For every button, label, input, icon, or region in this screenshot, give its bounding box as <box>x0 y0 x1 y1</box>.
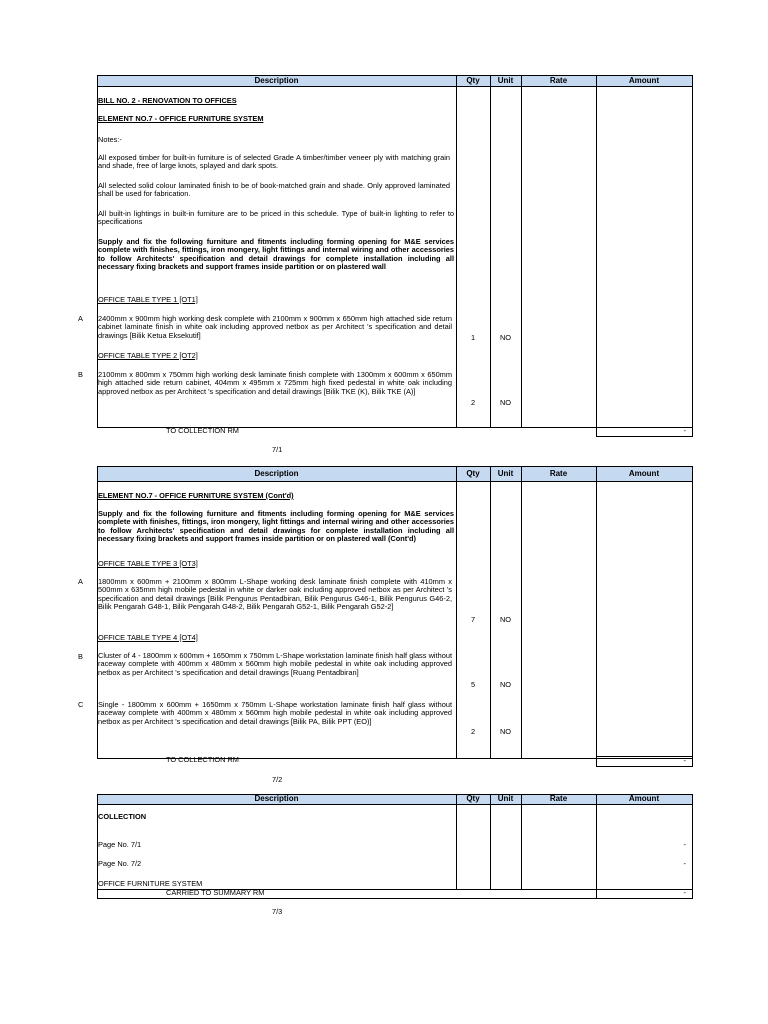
carried-to-summary-label: CARRIED TO SUMMARY RM <box>166 888 265 897</box>
item-letter: B <box>78 652 83 661</box>
header-qty: Qty <box>466 469 480 478</box>
collection-row-amount: - <box>683 859 686 868</box>
divider <box>456 794 457 889</box>
page-number: 7/2 <box>272 775 283 784</box>
note-text: All selected solid colour laminated finish to be of book-matched grain and shade. Only approved laminated shall be used for fabrication. <box>98 181 450 199</box>
item-qty: 2 <box>470 398 476 407</box>
divider <box>456 466 457 759</box>
item-qty: 1 <box>470 333 476 342</box>
divider <box>490 794 491 889</box>
header-unit: Unit <box>497 794 514 803</box>
header-amount: Amount <box>628 469 660 478</box>
to-collection-label: TO COLLECTION RM <box>166 755 239 764</box>
collection-amount: - <box>683 756 686 765</box>
page-number: 7/3 <box>272 907 283 916</box>
divider <box>596 75 597 428</box>
divider <box>490 75 491 428</box>
header-qty: Qty <box>466 76 480 85</box>
item-unit: NO <box>499 398 512 407</box>
divider <box>596 794 597 899</box>
system-label: OFFICE FURNITURE SYSTEM <box>98 879 203 888</box>
divider <box>456 75 457 428</box>
collection-amount: - <box>683 426 686 435</box>
note-text: All built-in lightings in built-in furniture are to be priced in this schedule. Type of built-in lighting to refer to specifications <box>98 209 454 227</box>
item-unit: NO <box>499 333 512 342</box>
item-letter: A <box>78 314 83 323</box>
divider <box>490 466 491 759</box>
carried-amount: - <box>683 888 686 897</box>
item-description: 1800mm x 600mm + 2100mm x 800mm L-Shape working desk laminate finish complete with 410mm x 500mm x 635mm high mobile pedestal in white or darker oak including approved netbox as per Architect 's specification and detail drawings [Bilik Pengurus Pentadbiran, Bilik Pengurus G46-1, Bilik Pengurus G46-2, Bilik Pengarah G48-1, Bilik Pengarah G48-2, Bilik Pengarah G52-1, Bilik Pengarah G52-2] <box>98 577 452 612</box>
header-description: Description <box>254 76 299 85</box>
item-description: 2400mm x 900mm high working desk complete with 2100mm x 900mm x 650mm high attached side return cabinet laminate finish in white oak including approved netbox as per Architect 's specification and detail drawings [Bilik Ketua Eksekutif] <box>98 314 452 340</box>
type-heading: OFFICE TABLE TYPE 1 [OT1] <box>98 295 198 304</box>
header-amount: Amount <box>628 794 660 803</box>
element-title: ELEMENT NO.7 - OFFICE FURNITURE SYSTEM (Cont'd) <box>98 491 294 500</box>
item-description: Single - 1800mm x 600mm + 1650mm x 750mm L-Shape workstation laminate finish half glass without raceway complete with 400mm x 480mm x 560mm high mobile pedestal in white oak including approved netbox as per Architect 's specification and detail drawings [Bilik PA, Bilik PPT (EO)] <box>98 700 452 726</box>
header-unit: Unit <box>497 76 514 85</box>
type-heading: OFFICE TABLE TYPE 3 [OT3] <box>98 559 198 568</box>
divider <box>97 481 693 482</box>
notes-label: Notes:- <box>98 135 122 144</box>
collection-row-label: Page No. 7/2 <box>98 859 142 868</box>
item-description: Cluster of 4 - 1800mm x 600mm + 1650mm x 750mm L-Shape workstation laminate finish half glass without raceway complete with 400mm x 480mm x 560mm high mobile pedestal in white oak including approved netbox as per Architect 's specification and detail drawings [Ruang Pentadbiran] <box>98 651 452 677</box>
divider <box>521 75 522 428</box>
item-letter: C <box>78 700 84 709</box>
header-rate: Rate <box>549 469 568 478</box>
header-rate: Rate <box>549 76 568 85</box>
item-qty: 2 <box>470 727 476 736</box>
header-qty: Qty <box>466 794 480 803</box>
divider <box>97 86 693 87</box>
item-qty: 7 <box>470 615 476 624</box>
note-text: All exposed timber for built-in furniture is of selected Grade A timber/timber veneer ply with matching grain and shade, free of large knots, splayed and dark spots. <box>98 153 450 171</box>
divider <box>97 804 693 805</box>
item-letter: A <box>78 577 83 586</box>
header-unit: Unit <box>497 469 514 478</box>
divider <box>596 466 597 759</box>
collection-heading: COLLECTION <box>98 812 147 821</box>
header-description: Description <box>254 794 299 803</box>
header-rate: Rate <box>549 794 568 803</box>
element-title: ELEMENT NO.7 - OFFICE FURNITURE SYSTEM <box>98 114 264 123</box>
type-heading: OFFICE TABLE TYPE 2 [OT2] <box>98 351 198 360</box>
collection-row-label: Page No. 7/1 <box>98 840 142 849</box>
supply-text: Supply and fix the following furniture and fitments including forming opening for M&E services complete with finishes, fittings, iron mongery, light fittings and internal wiring and other accessories to follow Architects' specification and detail drawings for complete installation including all necessary fixing brackets and support frames inside partition or on plastered wall <box>98 237 454 272</box>
bill-title: BILL NO. 2 - RENOVATION TO OFFICES <box>98 96 237 105</box>
item-qty: 5 <box>470 680 476 689</box>
item-unit: NO <box>499 615 512 624</box>
page-number: 7/1 <box>272 445 283 454</box>
item-letter: B <box>78 370 83 379</box>
divider <box>521 794 522 889</box>
item-unit: NO <box>499 727 512 736</box>
type-heading: OFFICE TABLE TYPE 4 [OT4] <box>98 633 198 642</box>
item-unit: NO <box>499 680 512 689</box>
supply-text: Supply and fix the following furniture and fitments including forming opening for M&E services complete with finishes, fittings, iron mongery, light fittings and internal wiring and other accessories to follow Architects' specification and detail drawings for complete installation including all necessary fixing brackets and support frames inside partition or on plastered wall (Cont'd) <box>98 509 454 544</box>
collection-row-amount: - <box>683 840 686 849</box>
item-description: 2100mm x 800mm x 750mm high working desk laminate finish complete with 1300mm x 600mm x 650mm high attached side return cabinet, 404mm x 495mm x 725mm high fixed pedestal in white oak including approved netbox as per Architect 's specification and detail drawings [Bilik TKE (K), Bilik TKE (A)] <box>98 370 452 396</box>
to-collection-label: TO COLLECTION RM <box>166 426 239 435</box>
header-amount: Amount <box>628 76 660 85</box>
header-description: Description <box>254 469 299 478</box>
divider <box>521 466 522 759</box>
